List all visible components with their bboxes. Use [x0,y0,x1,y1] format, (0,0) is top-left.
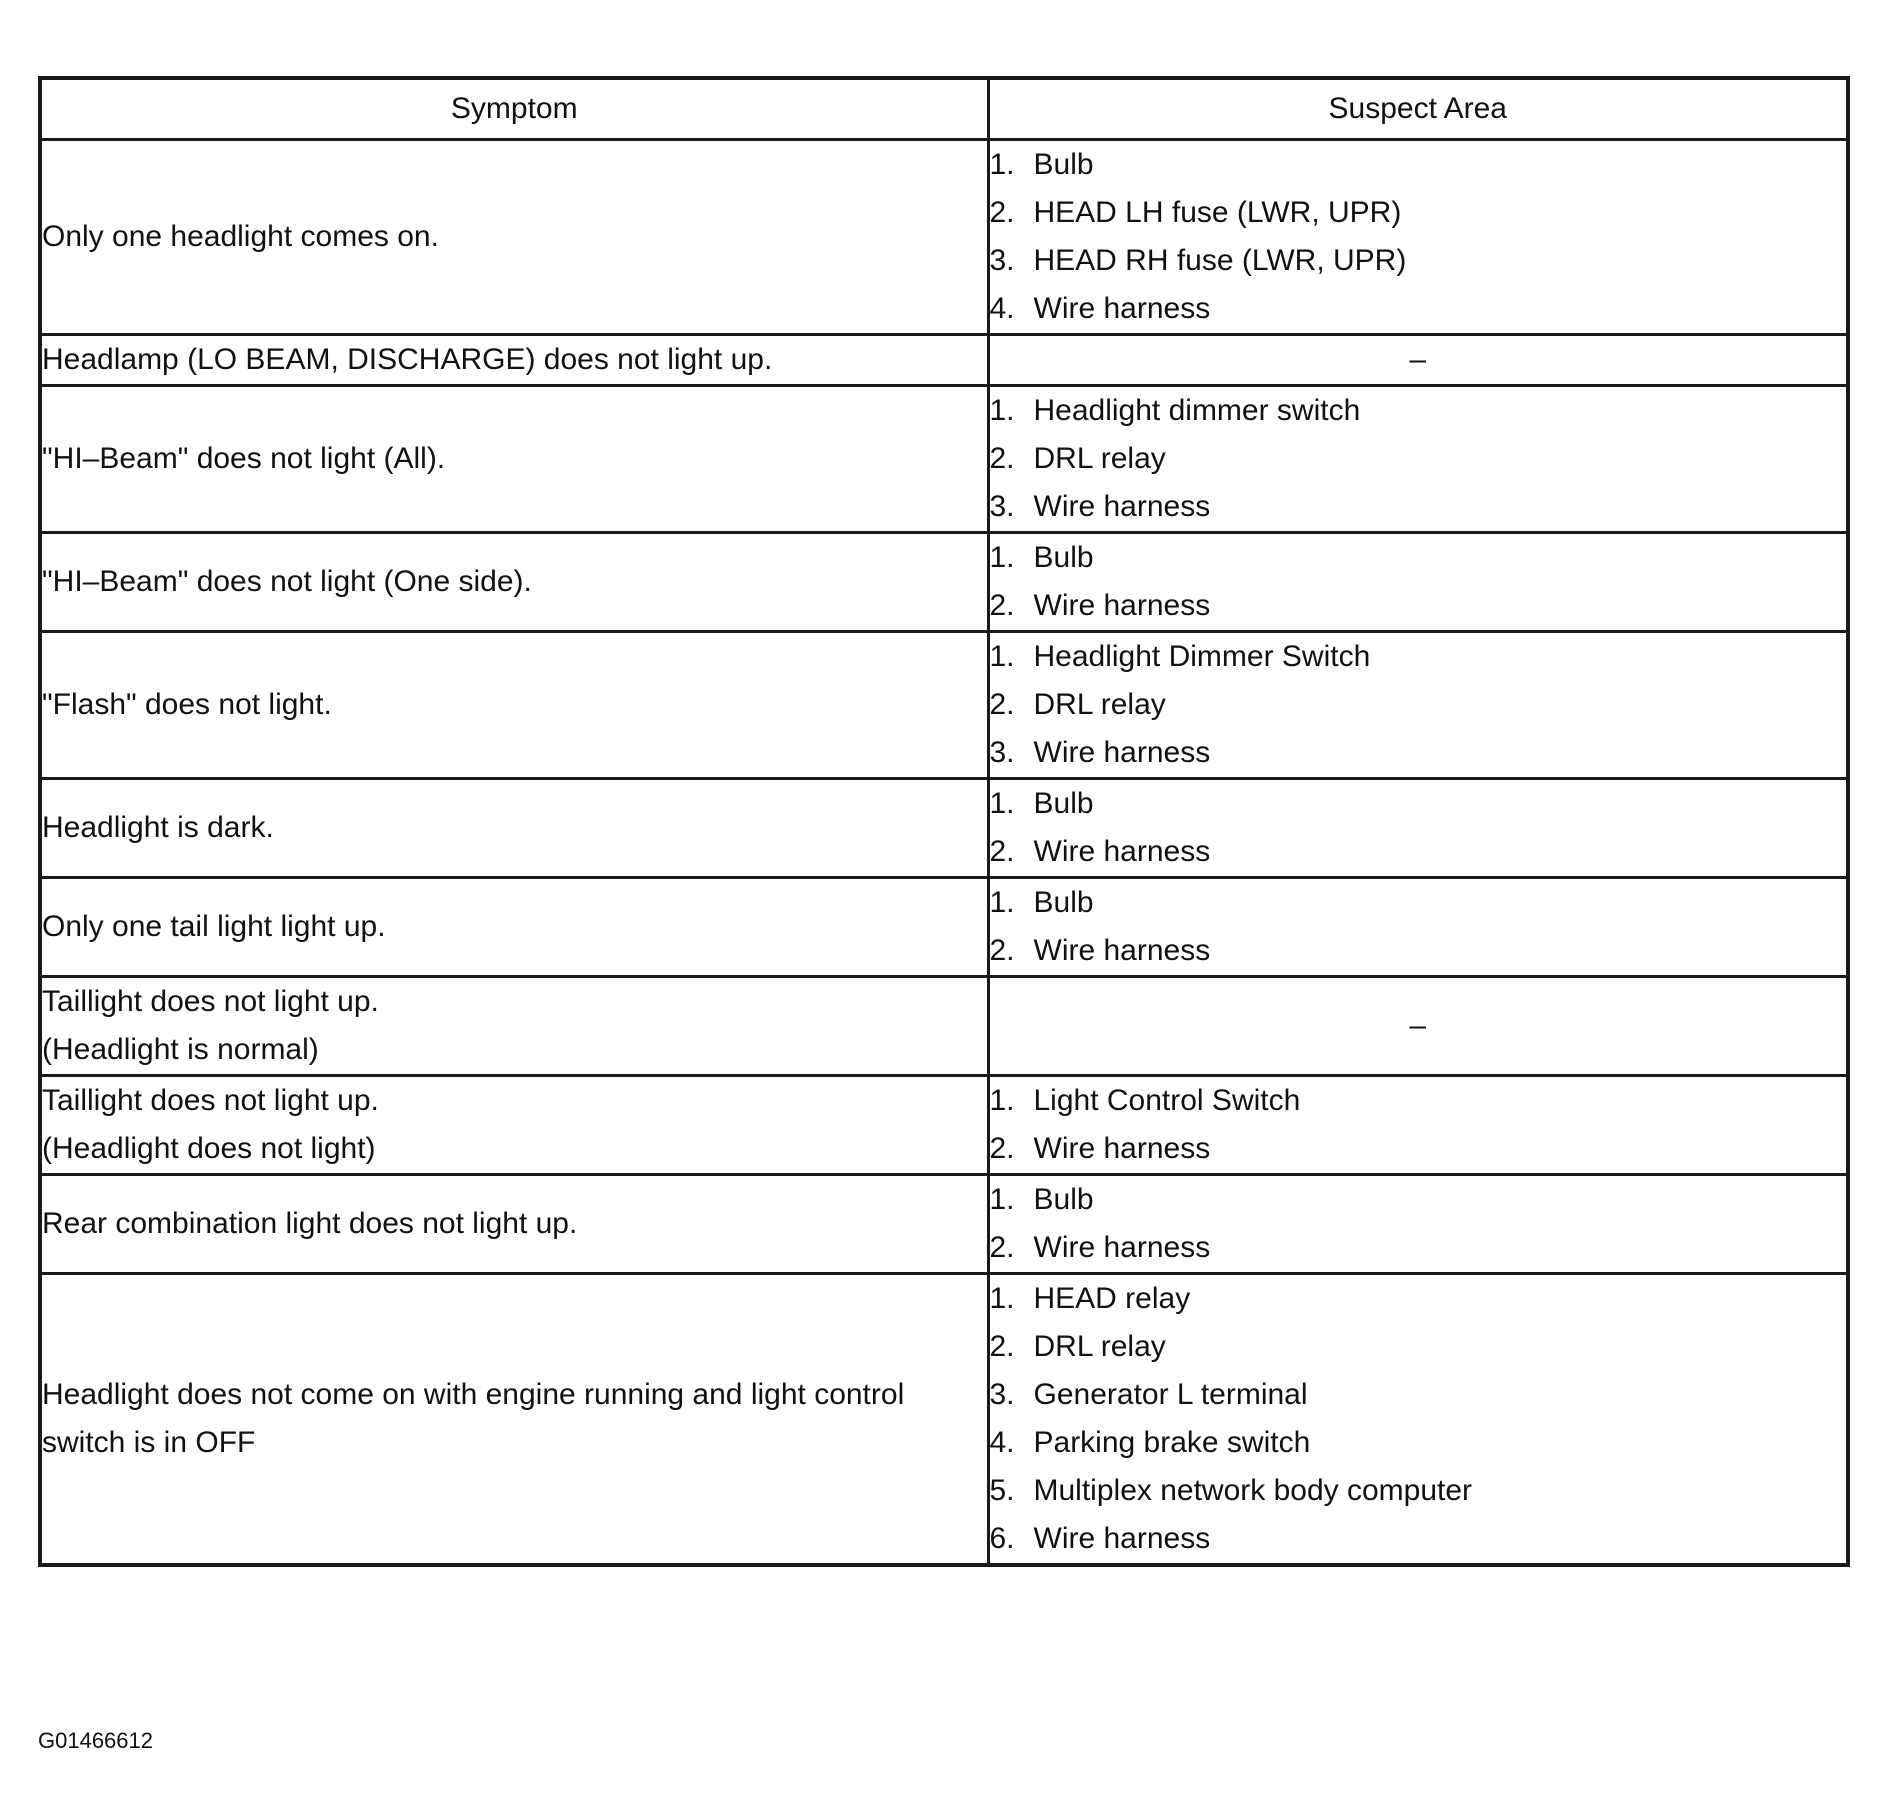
symptom-text: Taillight does not light up. [42,1084,379,1117]
symptom-text: Headlight is dark. [42,811,274,844]
suspect-item-number: 2. [989,1330,1015,1363]
symptom-cell [40,878,988,977]
suspect-item [990,1275,1847,1323]
suspect-item [990,483,1847,531]
suspect-item-number: 5. [989,1474,1015,1507]
suspect-list [990,534,1847,630]
suspect-item [990,780,1847,828]
suspect-item [990,1224,1847,1272]
symptom-text: Headlamp (LO BEAM, DISCHARGE) does not light up. [42,343,773,376]
table-row [40,386,1848,533]
suspect-list [990,1176,1847,1272]
suspect-item-text: Parking brake switch [1033,1426,1311,1459]
suspect-list [990,1275,1847,1563]
suspect-area-cell [988,632,1848,779]
suspect-item [990,1323,1847,1371]
suspect-area-cell [988,977,1848,1076]
suspect-area-cell [988,386,1848,533]
suspect-item [990,285,1847,333]
suspect-item-number: 2. [989,1231,1015,1264]
suspect-item-number: 1. [989,1084,1015,1117]
suspect-list [990,387,1847,531]
suspect-item-number: 4. [989,292,1015,325]
suspect-item-text: Headlight dimmer switch [1033,394,1361,427]
symptom-cell [40,1274,988,1566]
suspect-item-number: 1. [989,886,1015,919]
suspect-item-text: Wire harness [1033,1132,1211,1165]
suspect-item-text: Wire harness [1033,490,1211,523]
suspect-area-cell [988,140,1848,335]
suspect-item-number: 2. [989,835,1015,868]
suspect-list [990,141,1847,333]
suspect-item [990,1371,1847,1419]
suspect-item [990,582,1847,630]
suspect-area-cell [988,878,1848,977]
suspect-item-text: Headlight Dimmer Switch [1033,640,1371,673]
suspect-item-text: HEAD RH fuse (LWR, UPR) [1033,244,1407,277]
symptom-text: Taillight does not light up. [42,985,379,1018]
suspect-item-text: Light Control Switch [1033,1084,1301,1117]
suspect-item-number: 2. [989,1132,1015,1165]
symptom-cell [40,533,988,632]
suspect-item-text: Wire harness [1033,1231,1211,1264]
suspect-item-number: 1. [989,787,1015,820]
suspect-item-number: 3. [989,490,1015,523]
symptom-text: "Flash" does not light. [42,688,332,721]
suspect-item [990,1125,1847,1173]
suspect-item-number: 1. [989,148,1015,181]
suspect-item-number: 1. [989,640,1015,673]
symptom-cell [40,1175,988,1274]
symptom-cell [40,779,988,878]
suspect-item-text: DRL relay [1033,442,1166,475]
table-row [40,977,1848,1076]
suspect-item [990,387,1847,435]
suspect-item [990,1176,1847,1224]
symptom-text: Only one tail light light up. [42,910,386,943]
suspect-item-number: 3. [989,736,1015,769]
suspect-item [990,729,1847,777]
symptom-text: "HI–Beam" does not light (One side). [42,565,532,598]
table-row [40,533,1848,632]
symptom-text: Only one headlight comes on. [42,220,439,253]
suspect-item-text: Wire harness [1033,589,1211,622]
suspect-item-text: Wire harness [1033,292,1211,325]
suspect-item-text: Bulb [1033,787,1094,820]
suspect-item [990,1515,1847,1563]
suspect-item [990,1467,1847,1515]
table-row [40,878,1848,977]
suspect-area-cell [988,779,1848,878]
symptom-text: Rear combination light does not light up. [42,1207,578,1240]
table-body [40,140,1848,1566]
suspect-item [990,927,1847,975]
suspect-item-text: DRL relay [1033,688,1166,721]
suspect-item-text: Wire harness [1033,835,1211,868]
symptom-cell [40,977,988,1076]
table-row [40,779,1848,878]
suspect-area-cell [988,335,1848,386]
table-row [40,335,1848,386]
suspect-item-number: 1. [989,541,1015,574]
suspect-item-number: 3. [989,1378,1015,1411]
suspect-area-cell [988,1175,1848,1274]
suspect-item-text: Bulb [1033,1183,1094,1216]
suspect-item-number: 1. [989,1183,1015,1216]
suspect-list [990,633,1847,777]
suspect-item [990,435,1847,483]
figure-id: G01466612 [38,1728,153,1753]
suspect-list [990,780,1847,876]
suspect-item-number: 6. [989,1522,1015,1555]
suspect-item-number: 1. [989,394,1015,427]
suspect-item [990,237,1847,285]
suspect-area-cell [988,1274,1848,1566]
suspect-area-cell [988,1076,1848,1175]
symptom-text: switch is in OFF [42,1426,256,1459]
suspect-item [990,879,1847,927]
suspect-item-text: Bulb [1033,148,1094,181]
suspect-list [990,879,1847,975]
suspect-item-number: 2. [989,688,1015,721]
suspect-item-text: DRL relay [1033,1330,1166,1363]
suspect-item [990,1077,1847,1125]
header-row [40,78,1848,140]
symptom-header: Symptom [40,78,988,140]
suspect-item [990,534,1847,582]
suspect-item [990,633,1847,681]
suspect-item [990,681,1847,729]
suspect-item-text: Wire harness [1033,1522,1211,1555]
table-row [40,140,1848,335]
table-row [40,632,1848,779]
symptom-cell [40,386,988,533]
suspect-item [990,141,1847,189]
suspect-item-number: 2. [989,934,1015,967]
suspect-item-text: Wire harness [1033,934,1211,967]
suspect-area-cell [988,533,1848,632]
symptom-cell [40,140,988,335]
suspect-item-text: Bulb [1033,886,1094,919]
suspect-item-text: HEAD relay [1033,1282,1191,1315]
suspect-item [990,189,1847,237]
suspect-item-number: 3. [989,244,1015,277]
symptom-text: "HI–Beam" does not light (All). [42,442,446,475]
symptom-cell [40,1076,988,1175]
troubleshooting-table [38,76,1850,1567]
suspect-item-number: 2. [989,589,1015,622]
symptom-cell [40,632,988,779]
suspect-item-text: Generator L terminal [1033,1378,1308,1411]
suspect-item-text: Bulb [1033,541,1094,574]
suspect-item-number: 4. [989,1426,1015,1459]
suspect-item-number: 2. [989,442,1015,475]
suspect-item [990,1419,1847,1467]
suspect-item-number: 1. [989,1282,1015,1315]
empty-marker: – [1409,343,1427,376]
suspect-item-text: Wire harness [1033,736,1211,769]
empty-marker: – [1409,1009,1427,1042]
suspect-item-text: HEAD LH fuse (LWR, UPR) [1033,196,1402,229]
table-row [40,1274,1848,1566]
suspect-item [990,828,1847,876]
table-row [40,1175,1848,1274]
suspect-item-text: Multiplex network body computer [1033,1474,1473,1507]
suspect-item-number: 2. [989,196,1015,229]
symptom-text: Headlight does not come on with engine running and light control [42,1378,905,1411]
symptom-cell [40,335,988,386]
suspect-list [990,1077,1847,1173]
symptom-text: (Headlight does not light) [42,1132,376,1165]
suspect-area-header: Suspect Area [988,78,1848,140]
symptom-text: (Headlight is normal) [42,1033,319,1066]
table-row [40,1076,1848,1175]
